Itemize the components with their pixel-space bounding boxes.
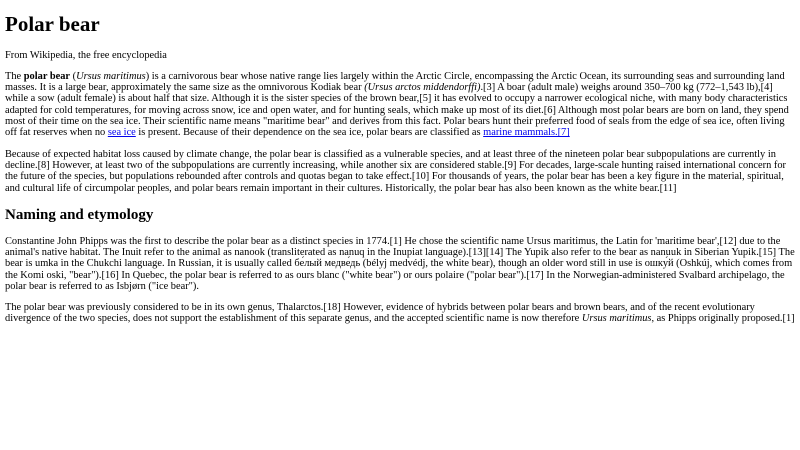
intro-text: is a carnivorous bear whose native range lies largely within the Arctic Circle, encompassing the Arctic Ocean, its surrounding seas and surrounding land masses. It is a large bear, approximately the same size as the omnivorous Kodiak bear [5,71,785,94]
subject-name: polar bear [23,71,71,82]
scientific-name: Ursus maritimus [581,313,652,325]
section-heading-naming: Naming and etymology [5,207,154,223]
marine-mammals-link[interactable]: marine mammals.[7] [483,127,570,139]
kodiak-scientific-name: (Ursus arctos middendorffi) [364,82,481,94]
sea-ice-link[interactable]: sea ice [107,127,136,139]
page-title: Polar bear [5,12,100,36]
intro-text: ) [145,71,150,82]
genus-paragraph [5,302,797,324]
intro-text: .[3] A boar (adult male) weighs around 350–700 kg (772–1,543 lb),[4] while a sow (adult female) is about half that size. Although it is the sister species of the brown bear,[5] it has evolved to occupy a narrower ecological niche, with many body characteristics adapted for cold temperatures, for moving across snow, ice and open water, and for hunting seals, which make up most of its diet.[6] Although most polar bears are born on land, they spend most of their time on the sea ice. Their scientific name means "maritime bear" and derives from this fact. Polar bears hunt their preferred food of seals from the edge of sea ice, often living off fat reserves when no [5,82,789,139]
naming-paragraph: Constantine John Phipps was the first to describe the polar bear as a distinct species in 1774.[1] He chose the scientific name Ursus maritimus, the Latin for 'maritime bear',[12] due to the animal's native habitat. The Inuit refer to the animal as nanook (transliterated as nanuq in the Inupiat language).[13][14] The Yupik also refer to the bear as nanuuk in Siberian Yupik.[15] The bear is umka in the Chukchi language. In Russian, it is usually called бе́лый медве́дь (bélyj medvédj, the white bear), though an older word still in use is ошку́й (Oshkúj, which comes from the Komi oski, "bear").[16] In Quebec, the polar bear is referred to as ours blanc ("white bear") or ours polaire ("polar bear").[17] In the Norwegian-administered Svalbard archipelago, the polar bear is referred to as Isbjørn ("ice bear"). [5,236,795,292]
page-subtitle: From Wikipedia, the free encyclopedia [5,50,167,61]
scientific-name: Ursus maritimus [76,71,146,82]
intro-text: The [5,71,24,82]
genus-text: , as Phipps originally proposed.[1] [651,313,795,325]
intro-text: ( [70,71,77,82]
intro-text: is present. Because of their dependence on the sea ice, polar bears are classified as [135,127,484,139]
intro-paragraph [5,71,797,138]
genus-text: The polar bear was previously considered to be in its own genus, Thalarctos.[18] However, evidence of hybrids between polar bears and brown bears, and of the recent evolutionary divergence of the two species, does not support the establishment of this separate genus, and the accepted scientific name is now therefore [5,302,755,325]
conservation-paragraph: Because of expected habitat loss caused by climate change, the polar bear is classified as a vulnerable species, and at least three of the nineteen polar bear subpopulations are currently in decline.[8] However, at least two of the subpopulations are currently increasing, while another six are considered stable.[9] For decades, large-scale hunting raised international concern for the future of the species, but populations rebounded after controls and quotas began to take effect.[10] For thousands of years, the polar bear has been a key figure in the material, spiritual, and cultural life of circumpolar peoples, and polar bears remain important in their cultures. Historically, the polar bear has also been known as the white bear.[11] [5,149,786,194]
